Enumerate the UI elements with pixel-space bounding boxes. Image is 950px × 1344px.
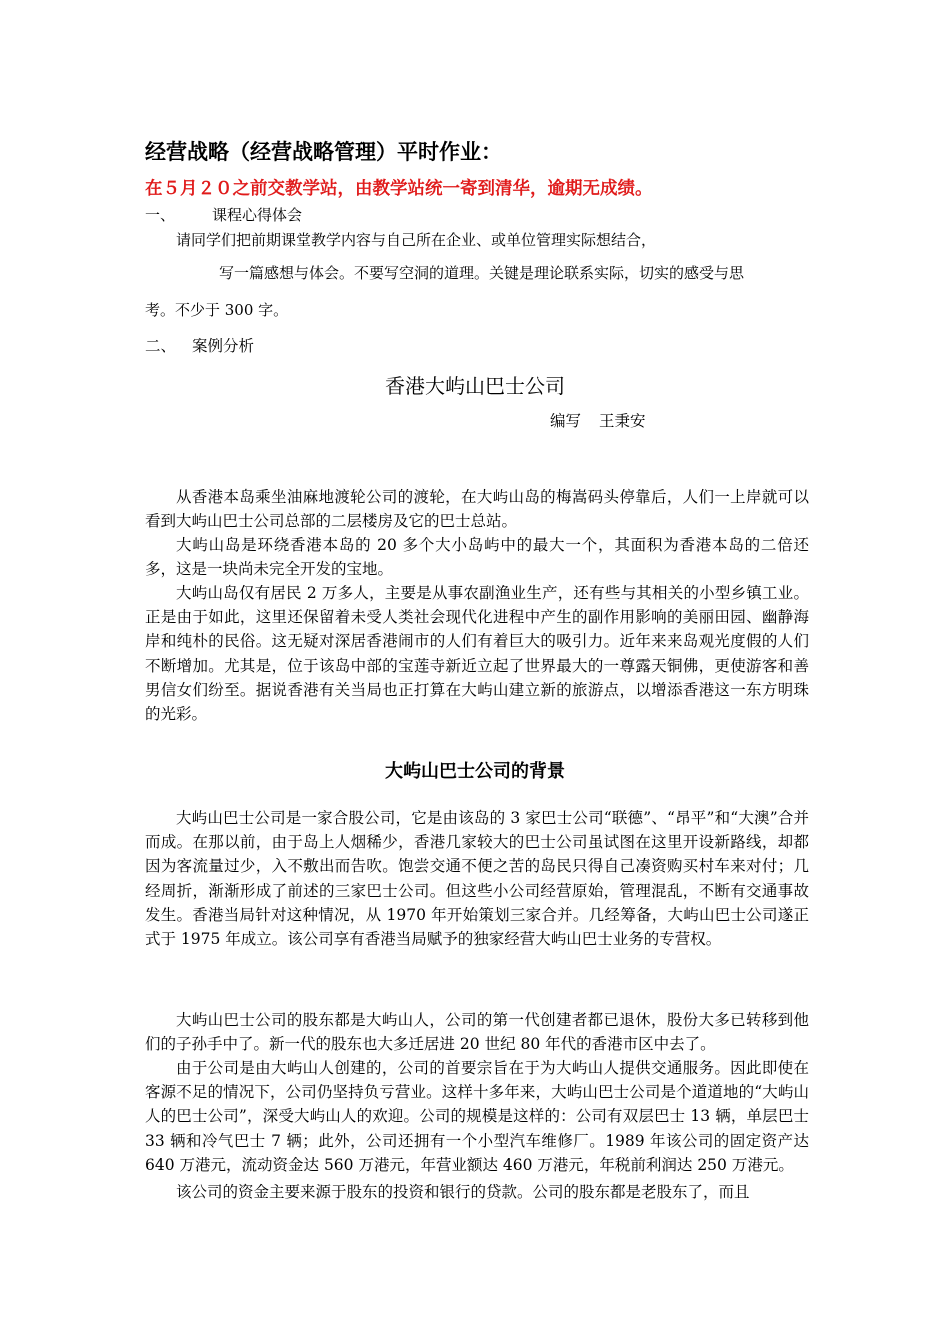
background-paragraph-3: 由于公司是由大屿山人创建的，公司的首要宗旨在于为大屿山人提供交通服务。因此即使在客源不足的情况下，公司仍坚持负亏营业。这样十多年来，大屿山巴士公司是个道道地的“大屿山人的巴士公司”，深受大屿山人的欢迎。公司的规模是这样的：公司有双层巴士 13 辆，单层巴士 33 辆和冷气巴士 7 辆；此外，公司还拥有一个小型汽车维修厂。1989 年该公司的固定资产达 640 万港元，流动资金达 560 万港元，年营业额达 460 万港元，年税前利润达 250 万港元。 <box>145 1059 809 1174</box>
background-heading: 大屿山巴士公司的背景 <box>385 761 565 782</box>
section1-instruction-line3: 考。不少于 300 字。 <box>145 301 289 319</box>
section2-number: 二、 <box>145 337 177 355</box>
intro-paragraph-1: 从香港本岛乘坐油麻地渡轮公司的渡轮，在大屿山岛的梅嵩码头停靠后，人们一上岸就可以看到大屿山巴士公司总部的二层楼房及它的巴士总站。 <box>145 488 809 531</box>
intro-paragraph-3: 大屿山岛仅有居民 2 万多人，主要是从事农副渔业生产，还有些与其相关的小型乡镇工业。正是由于如此，这里还保留着未受人类社会现代化进程中产生的副作用影响的美丽田园、幽静海岸和纯朴的民俗。这无疑对深居香港闹市的人们有着巨大的吸引力。近年来来岛观光度假的人们不断增加。尤其是，位于该岛中部的宝莲寺新近立起了世界最大的一尊露天铜佛，更使游客和善男信女们纷至。据说香港有关当局也正打算在大屿山建立新的旅游点，以增添香港这一东方明珠的光彩。 <box>145 584 809 724</box>
intro-paragraph-2: 大屿山岛是环绕香港本岛的 20 多个大小岛屿中的最大一个，其面积为香港本岛的二倍还多，这是一块尚未完全开发的宝地。 <box>145 536 809 579</box>
section1-instruction-line2: 写一篇感想与体会。不要写空洞的道理。关键是理论联系实际，切实的感受与思 <box>219 264 745 282</box>
case-title: 香港大屿山巴士公司 <box>385 374 565 398</box>
background-paragraph-1: 大屿山巴士公司是一家合股公司，它是由该岛的 3 家巴士公司“联德”、“昂平”和“大澳”合并而成。在那以前，由于岛上人烟稀少，香港几家较大的巴士公司虽试图在这里开设新路线，却都因为客流量过少，入不敷出而告吹。饱尝交通不便之苦的岛民只得自己凑资购买村车来对付；几经周折，渐渐形成了前述的三家巴士公司。但这些小公司经营原始，管理混乱，不断有交通事故发生。香港当局针对这种情况，从 1970 年开始策划三家合并。几经筹备，大屿山巴士公司遂正式于 1975 年成立。该公司享有香港当局赋予的独家经营大屿山巴士业务的专营权。 <box>145 809 809 949</box>
background-paragraph-2: 大屿山巴士公司的股东都是大屿山人，公司的第一代创建者都已退休，股份大多已转移到他们的子孙手中了。新一代的股东也大多迁居进 20 世纪 80 年代的香港市区中去了。 <box>145 1011 809 1054</box>
assignment-title: 经营战略（经营战略管理）平时作业： <box>145 140 502 164</box>
author-label: 编写 <box>550 412 582 430</box>
background-paragraph-4: 该公司的资金主要来源于股东的投资和银行的贷款。公司的股东都是老股东了，而且 <box>176 1183 750 1201</box>
section2-heading: 案例分析 <box>192 337 255 355</box>
deadline-notice: 在５月２０之前交教学站，由教学站统一寄到清华，逾期无成绩。 <box>145 179 653 199</box>
section1-heading: 课程心得体会 <box>212 206 303 224</box>
section1-instruction-line1: 请同学们把前期课堂教学内容与自己所在企业、或单位管理实际想结合， <box>176 231 657 249</box>
author-name: 王秉安 <box>599 412 646 430</box>
section1-number: 一、 <box>145 206 176 224</box>
